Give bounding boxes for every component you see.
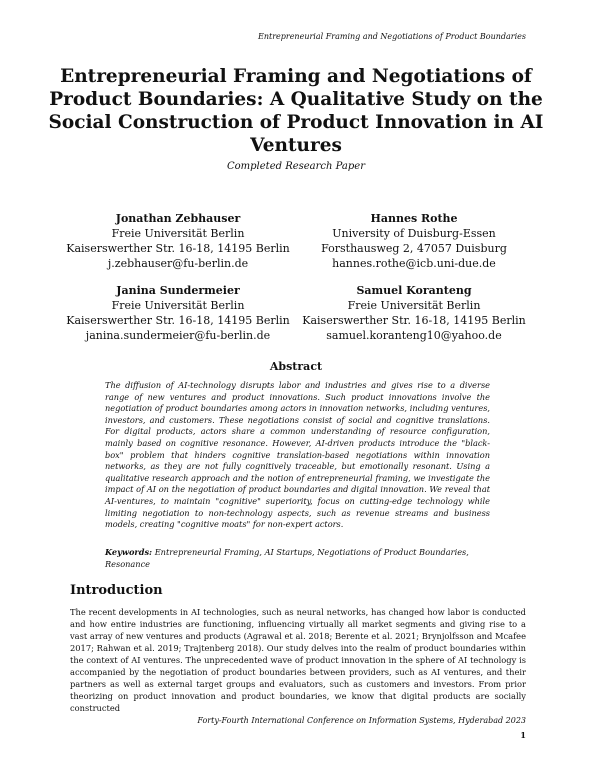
author-name: Samuel Koranteng [356, 284, 472, 297]
abstract-heading: Abstract [269, 360, 323, 373]
author-block [48, 211, 308, 271]
author-email: samuel.koranteng10@yahoo.de [326, 329, 502, 342]
paper-title: Entrepreneurial Framing and Negotiations of Product Boundaries: A Qualitative Study on the Social Construction of Product Innovation in AI Ventures [48, 66, 544, 156]
author-email: hannes.rothe@icb.uni-due.de [332, 257, 496, 270]
author-block [284, 211, 544, 271]
author-address: Kaiserswerther Str. 16-18, 14195 Berlin [66, 242, 290, 255]
author-name: Janina Sundermeier [116, 284, 240, 297]
keywords-label: Keywords: [105, 547, 153, 557]
paper-subtitle: Completed Research Paper [227, 161, 365, 172]
author-email: janina.sundermeier@fu-berlin.de [85, 329, 271, 342]
author-address: Kaiserswerther Str. 16-18, 14195 Berlin [66, 314, 290, 327]
keywords-text: Entrepreneurial Framing, AI Startups, Negotiations of Product Boundaries, Resonance [105, 547, 469, 569]
author-email: j.zebhauser@fu-berlin.de [107, 257, 249, 270]
page-number: 1 [520, 730, 526, 740]
running-header: Entrepreneurial Framing and Negotiations of Product Boundaries [257, 32, 526, 41]
author-block [284, 283, 544, 343]
introduction-text: The recent developments in AI technologies, such as neural networks, has changed how labor is conducted and how entire industries are functioning, influencing virtually all market segments and giving rise to a vast array of new ventures and products (Agrawal et al. 2018; Berente et al. 2021; Brynjolfsson and Mcafee 2017; Rahwan et al. 2019; Trajtenberg 2018). Our study delves into the realm of product boundaries within the context of AI ventures. The unprecedented wave of product innovation in the sphere of AI technology is accompanied by the negotiation of product boundaries between providers, such as AI ventures, and their partners as well as external target groups and evaluators, such as customers and investors. From prior theorizing on product innovation and product boundaries, we know that digital products are socially constructed [70, 607, 526, 713]
author-name: Jonathan Zebhauser [115, 212, 241, 225]
author-affiliation: Freie Universität Berlin [111, 227, 245, 240]
author-address: Kaiserswerther Str. 16-18, 14195 Berlin [302, 314, 526, 327]
author-name: Hannes Rothe [370, 212, 458, 225]
section-heading-introduction: Introduction [70, 583, 163, 598]
abstract-text: The diffusion of AI-technology disrupts labor and industries and gives rise to a diverse range of new ventures and product innovations. Such product innovations involve the negotiation of product boundaries among actors in innovation networks, including ventures, investors, and customers. These negotiations consist of social and cognitive translations. For digital products, actors share a common understanding of resource configuration, mainly based on cognitive resonance. However, AI-driven products introduce the "black-box" problem that hinders cognitive translation-based negotiations within innovation networks, as they are not fully cognitively traceable, but emotionally resonant. Using a qualitative research approach and the notion of entrepreneurial framing, we investigate the impact of AI on the negotiation of product boundaries and digital innovation. We reveal that AI-ventures, to maintain "cognitive" superiority, focus on cutting-edge technology while limiting negotiation to non-technology aspects, such as revenue streams and business models, creating "cognitive moats" for non-expert actors. [105, 380, 490, 530]
author-affiliation: University of Duisburg-Essen [332, 227, 496, 240]
author-affiliation: Freie Universität Berlin [111, 299, 245, 312]
footer-conference: Forty-Fourth International Conference on Information Systems, Hyderabad 2023 [197, 716, 526, 725]
author-affiliation: Freie Universität Berlin [347, 299, 481, 312]
keywords [105, 547, 495, 570]
author-address: Forsthausweg 2, 47057 Duisburg [321, 242, 507, 255]
author-block [48, 283, 308, 343]
